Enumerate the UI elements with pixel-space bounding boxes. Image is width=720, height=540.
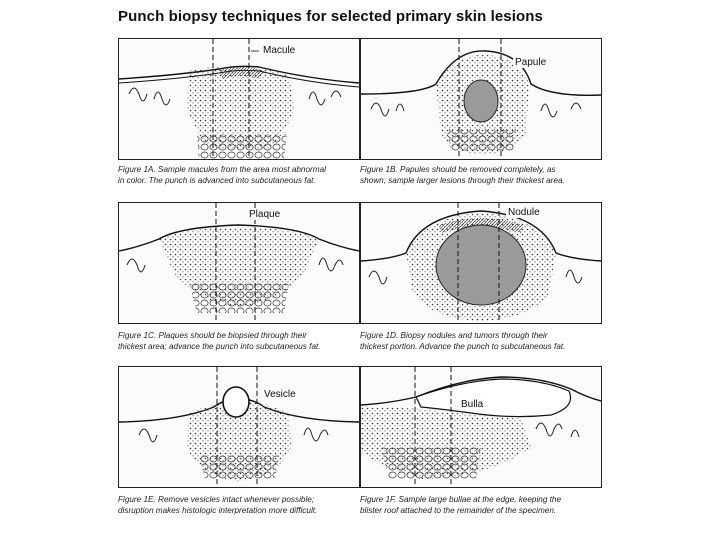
vesicle-illustration [119,367,359,487]
papule-label: Papule [515,57,547,68]
figure-1c-caption: Figure 1C. Plaques should be biopsied through their thickest area; advance the punch into subcutaneous fat. [118,331,321,351]
figure-1b-caption: Figure 1B. Papules should be removed completely, as shown; sample larger lesions through their thickest area. [360,165,565,185]
figure-1f-caption: Figure 1F. Sample large bullae at the edge, keeping the blister roof attached to the remainder of the specimen. [360,495,562,515]
nodule-mass [436,225,526,305]
macule-label: Macule [263,45,296,56]
papule-illustration [361,39,601,159]
bulla-label: Bulla [461,399,484,410]
plaque-illustration [119,203,359,323]
figure-1a-caption: Figure 1A. Sample macules from the area most abnormal in color. The punch is advanced into subcutaneous fat. [118,165,326,185]
figure-1d-caption: Figure 1D. Biopsy nodules and tumors through their thickest portion. Advance the punch to subcutaneous fat. [360,331,566,351]
bulla-illustration [361,367,601,487]
page-title: Punch biopsy techniques for selected primary skin lesions [118,8,543,25]
macule-illustration [119,39,359,159]
papule-mass [464,80,498,122]
figure-1e-panel [118,366,360,488]
vesicle-label: Vesicle [264,389,296,400]
figure-1f-panel [360,366,602,488]
plaque-label: Plaque [249,209,281,220]
figure-1b-panel [360,38,602,160]
figure-1d-panel [360,202,602,324]
figure-1c-panel [118,202,360,324]
figure-1a-panel [118,38,360,160]
figure-1e-caption: Figure 1E. Remove vesicles intact whenever possible; disruption makes histologic interpretation more difficult. [118,495,318,515]
nodule-illustration [361,203,601,323]
nodule-label: Nodule [508,207,540,218]
vesicle-blister [223,387,249,417]
bulla-blister [416,379,571,417]
